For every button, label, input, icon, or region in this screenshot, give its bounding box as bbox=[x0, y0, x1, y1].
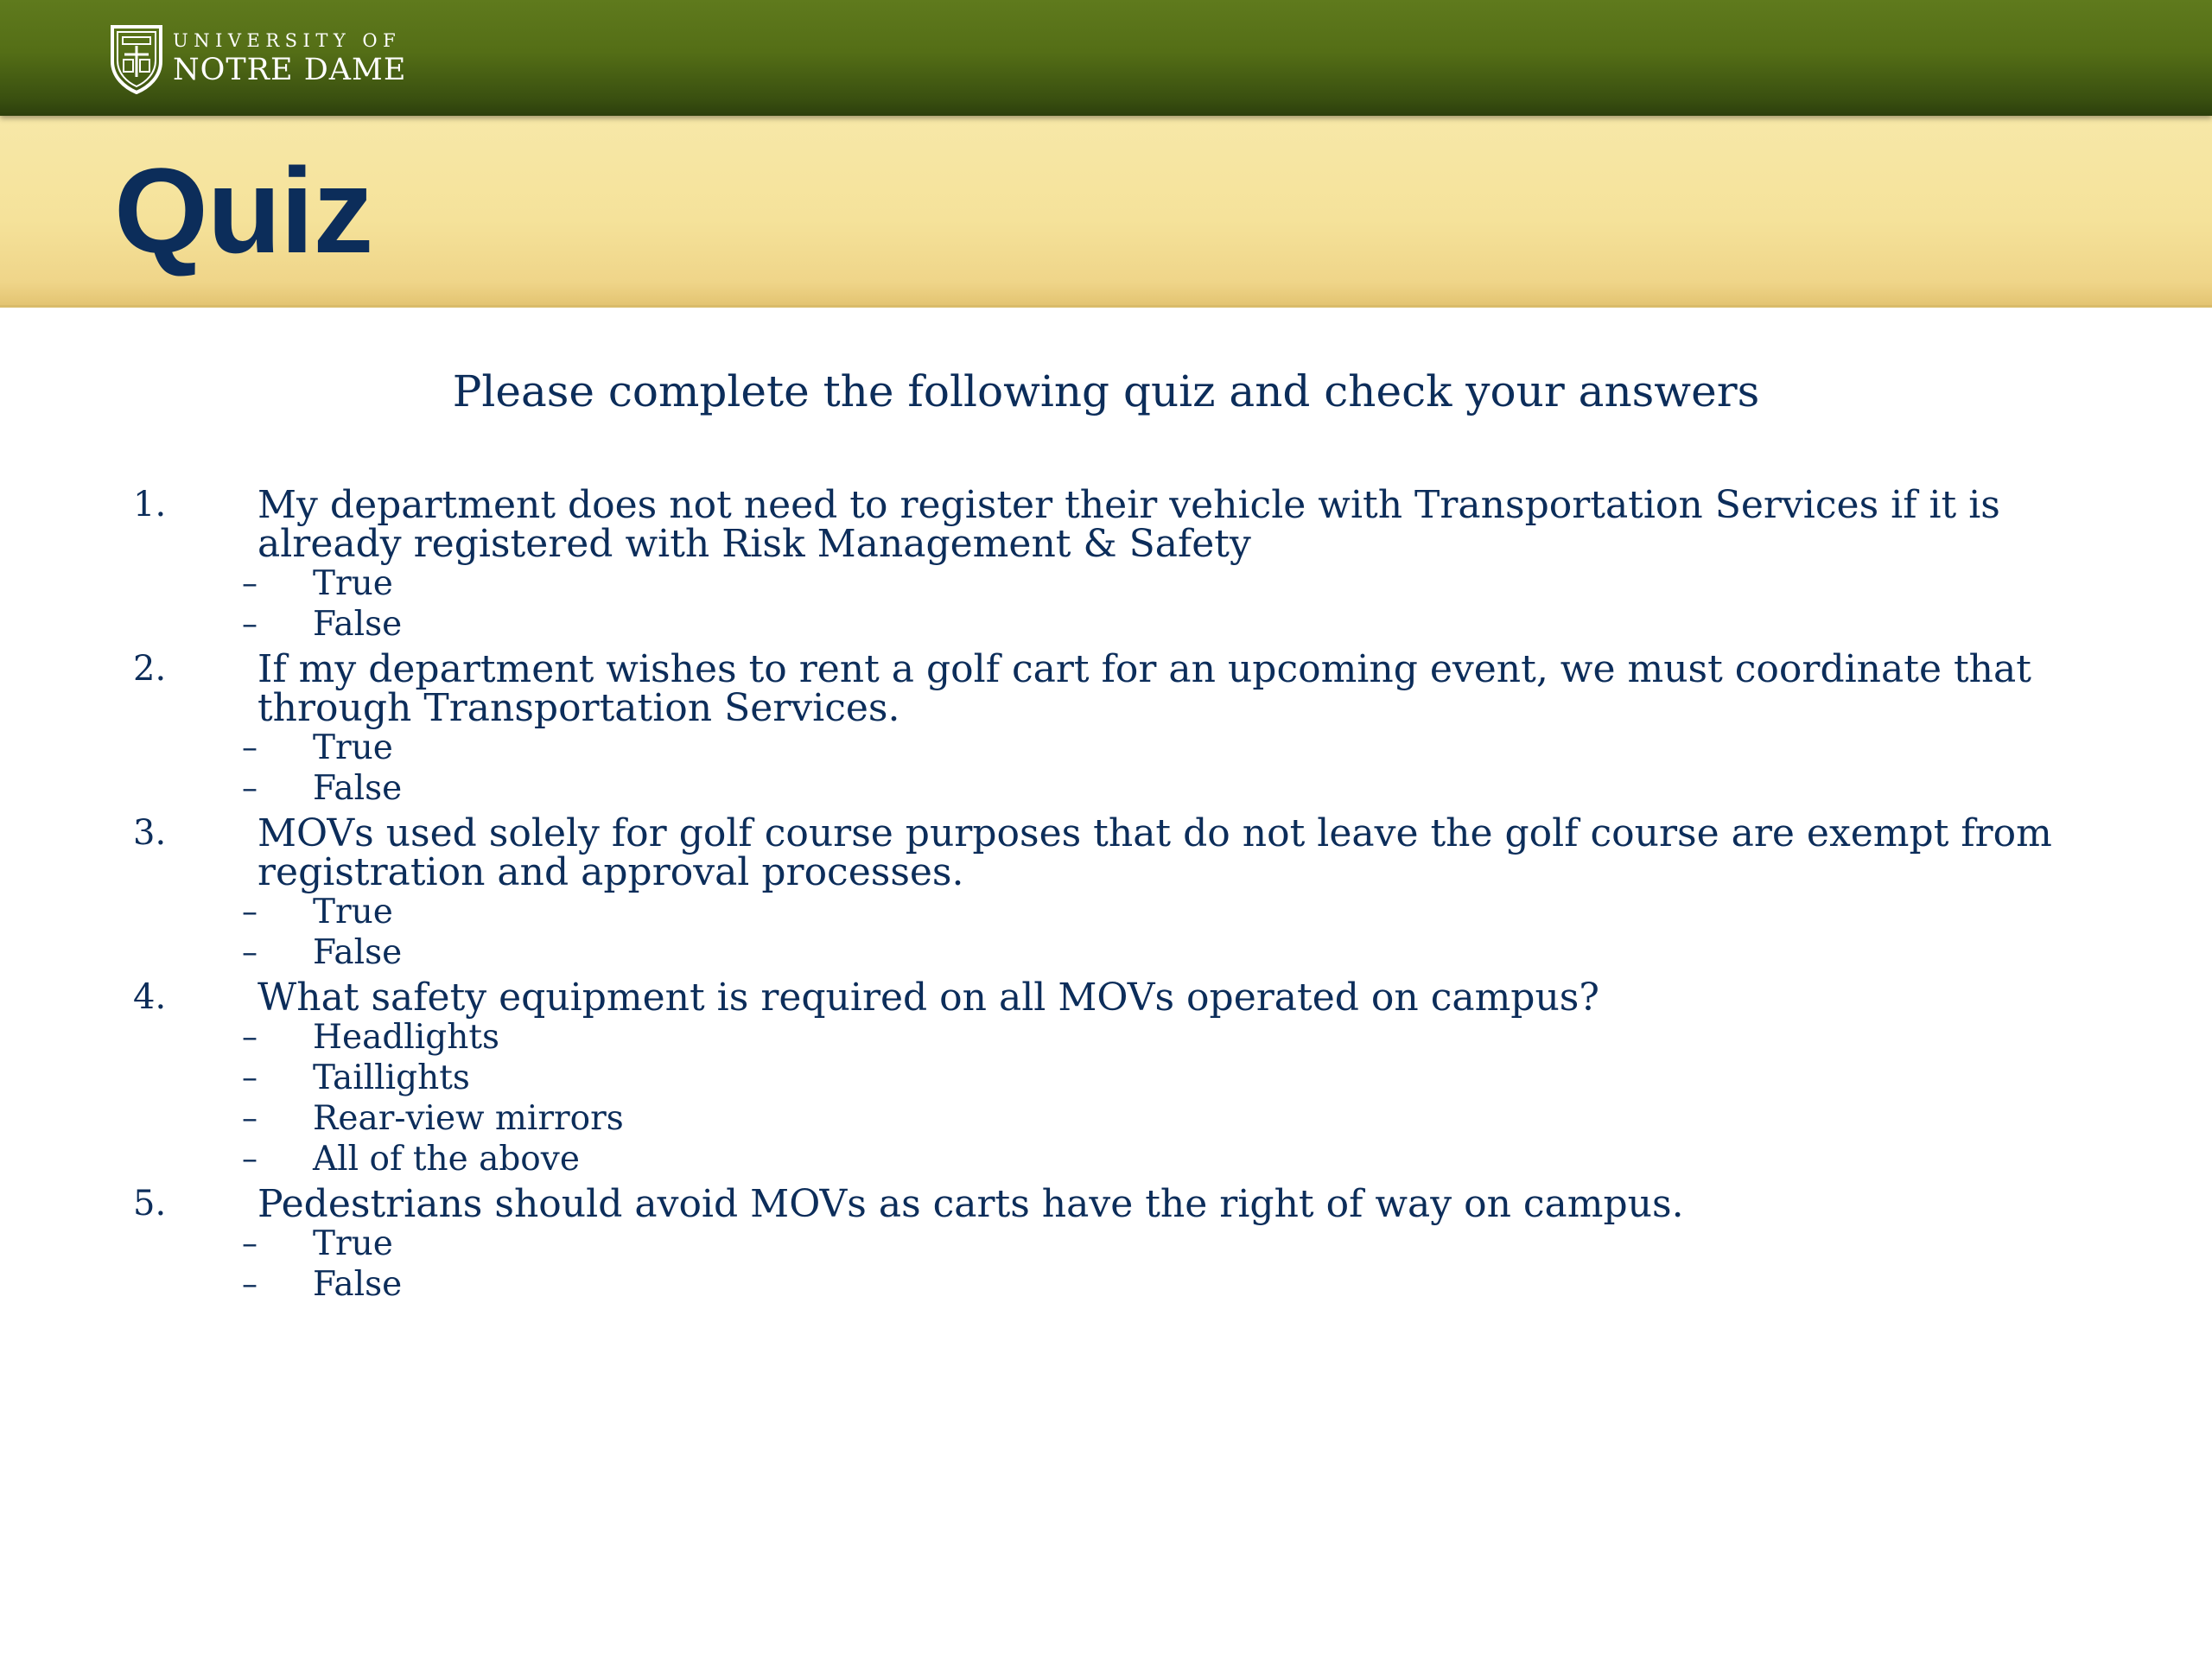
quiz-question-1 bbox=[130, 480, 2117, 566]
answer-option[interactable] bbox=[130, 604, 2117, 645]
answer-option[interactable] bbox=[130, 1058, 2117, 1098]
question-number: 2. bbox=[133, 649, 167, 689]
question-text: MOVs used solely for golf course purposes that do not leave the golf course are exempt from registration and approval processes. bbox=[257, 811, 2052, 894]
question-text: What safety equipment is required on all MOVs operated on campus? bbox=[257, 976, 1599, 1020]
option-dash-marker: – bbox=[242, 730, 257, 766]
quiz-list bbox=[130, 480, 2117, 1305]
question-text: My department does not need to register their vehicle with Transportation Services if it is already registered with Risk Management & Safety bbox=[257, 483, 2000, 566]
option-dash-marker: – bbox=[242, 566, 257, 601]
page-title: Quiz bbox=[114, 143, 373, 278]
quiz-question-2 bbox=[130, 645, 2117, 728]
option-dash-marker: – bbox=[242, 1060, 257, 1096]
option-label: False bbox=[313, 605, 403, 644]
option-label: True bbox=[313, 728, 393, 767]
answer-option[interactable] bbox=[130, 1139, 2117, 1179]
option-label: True bbox=[313, 893, 393, 931]
header-bar bbox=[0, 0, 2212, 116]
option-label: True bbox=[313, 1224, 393, 1263]
logo-line-university: UNIVERSITY OF bbox=[173, 30, 402, 51]
quiz-question-5 bbox=[130, 1179, 2117, 1224]
option-dash-marker: – bbox=[242, 1020, 257, 1055]
quiz-instructions: Please complete the following quiz and check your answers bbox=[452, 366, 1760, 416]
option-label: Headlights bbox=[313, 1018, 500, 1057]
answer-option[interactable] bbox=[130, 1017, 2117, 1058]
option-label: Taillights bbox=[313, 1058, 470, 1097]
university-logo[interactable] bbox=[109, 22, 406, 95]
answer-option[interactable] bbox=[130, 728, 2117, 768]
question-number: 5. bbox=[133, 1184, 167, 1224]
quiz-question-4 bbox=[130, 973, 2117, 1020]
option-dash-marker: – bbox=[242, 1141, 257, 1177]
option-label: False bbox=[313, 1265, 403, 1304]
option-label: False bbox=[313, 933, 403, 972]
option-label: Rear-view mirrors bbox=[313, 1099, 624, 1138]
option-dash-marker: – bbox=[242, 1226, 257, 1262]
answer-option[interactable] bbox=[130, 892, 2117, 932]
quiz-question-3 bbox=[130, 809, 2117, 892]
logo-wordmark bbox=[173, 32, 406, 86]
question-number: 4. bbox=[133, 977, 167, 1017]
question-text: If my department wishes to rent a golf cart for an upcoming event, we must coordinate that through Transportation Services. bbox=[257, 647, 2031, 730]
option-dash-marker: – bbox=[242, 607, 257, 642]
answer-option[interactable] bbox=[130, 1264, 2117, 1305]
question-number: 3. bbox=[133, 813, 167, 853]
option-label: False bbox=[313, 769, 403, 808]
question-number: 1. bbox=[133, 485, 167, 524]
option-label: All of the above bbox=[313, 1140, 580, 1179]
option-dash-marker: – bbox=[242, 1267, 257, 1302]
answer-option[interactable] bbox=[130, 768, 2117, 809]
option-label: True bbox=[313, 564, 393, 603]
logo-line-notre-dame: NOTRE DAME bbox=[173, 53, 407, 87]
question-text: Pedestrians should avoid MOVs as carts have the right of way on campus. bbox=[257, 1182, 1684, 1226]
option-dash-marker: – bbox=[242, 1101, 257, 1136]
title-band bbox=[0, 116, 2212, 308]
option-dash-marker: – bbox=[242, 771, 257, 806]
option-dash-marker: – bbox=[242, 894, 257, 930]
answer-option[interactable] bbox=[130, 1224, 2117, 1264]
answer-option[interactable] bbox=[130, 563, 2117, 604]
answer-option[interactable] bbox=[130, 932, 2117, 973]
shield-crest-icon bbox=[109, 23, 164, 94]
option-dash-marker: – bbox=[242, 935, 257, 970]
answer-option[interactable] bbox=[130, 1098, 2117, 1139]
